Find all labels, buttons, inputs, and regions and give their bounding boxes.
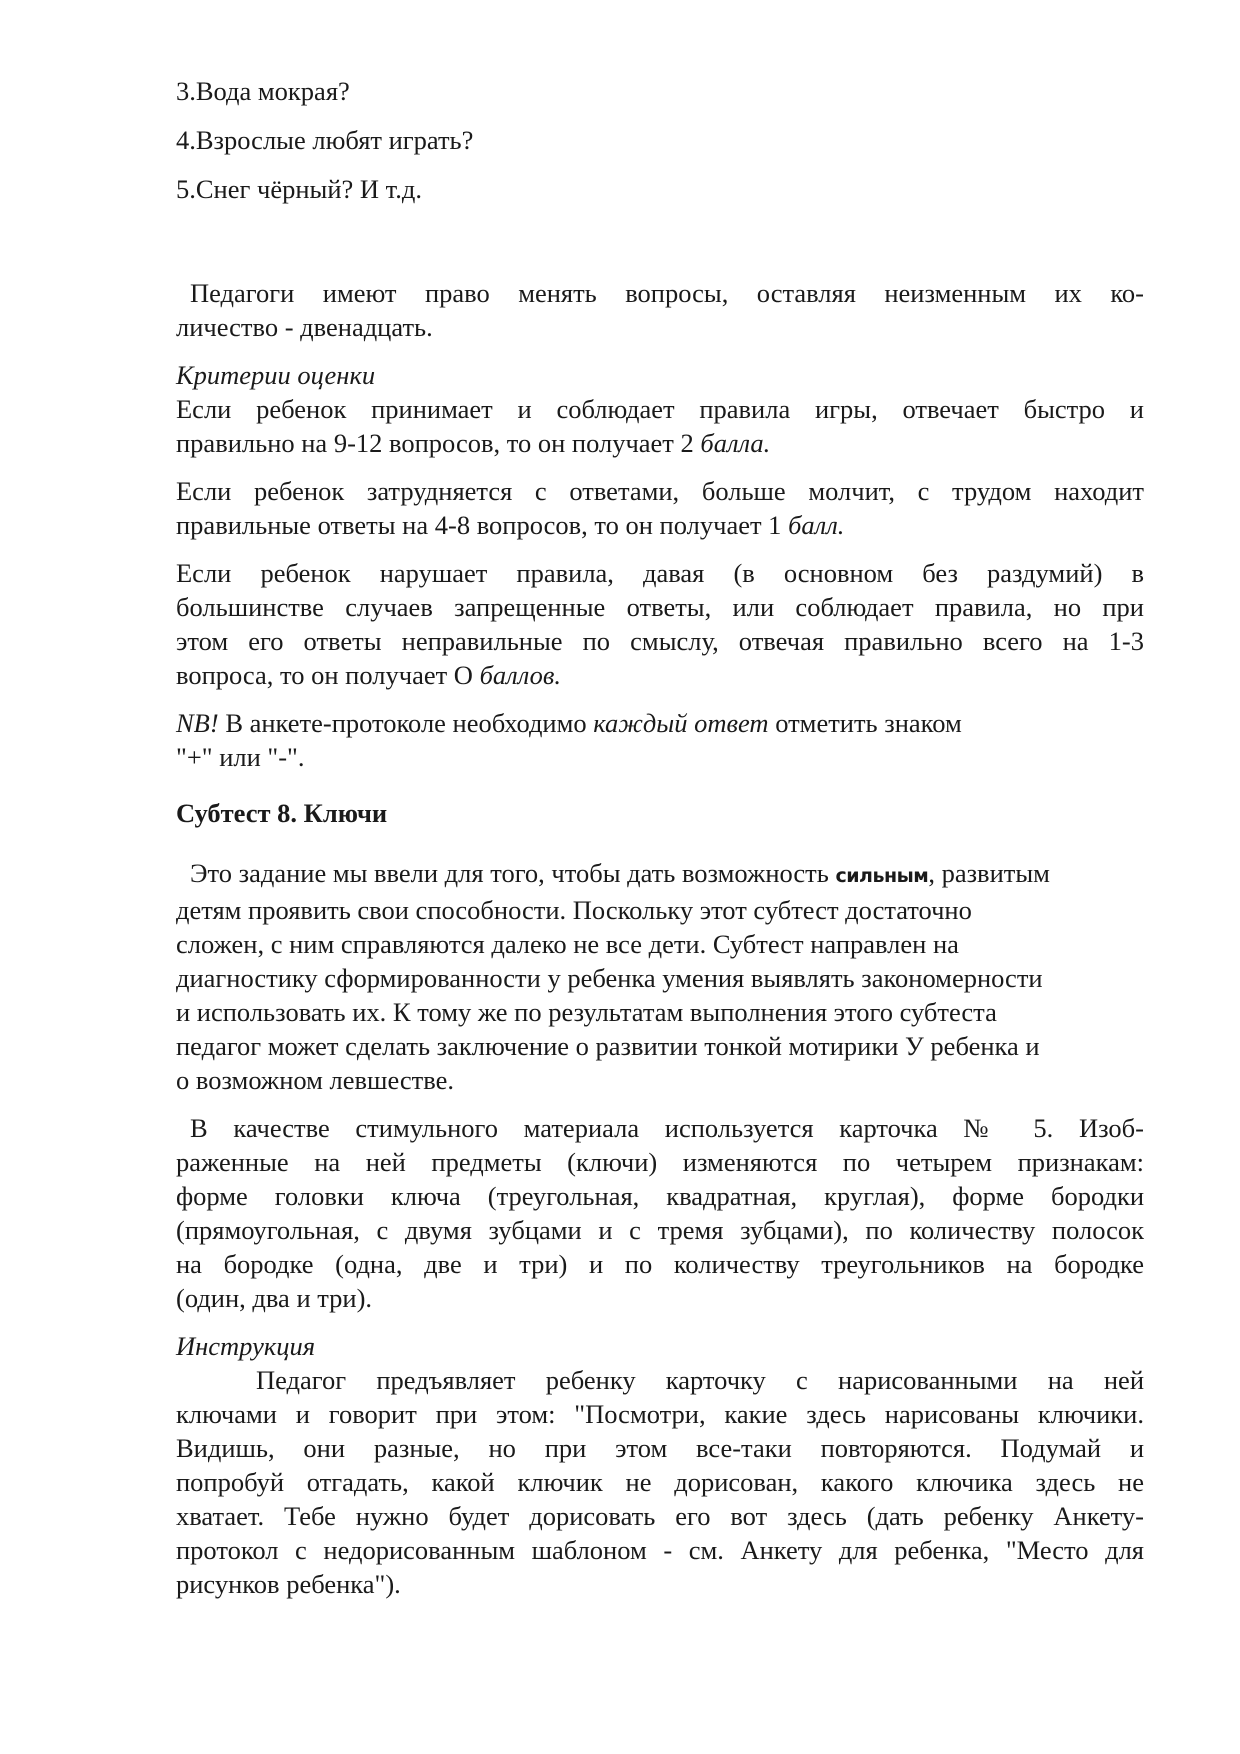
text-fragment: отметить знаком <box>768 708 962 738</box>
paragraph-rights <box>176 276 1144 344</box>
list-item: 4.Взрослые любят играть? <box>176 125 474 155</box>
text-line: форме головки ключа (треугольная, квадратная, круглая), форме бородки <box>176 1181 1144 1211</box>
criteria-heading: Критерии оценки <box>176 360 376 390</box>
text-line: хватает. Тебе нужно будет дорисовать его вот здесь (дать ребенку Анкету- <box>176 1501 1144 1531</box>
text-fragment: В анкете-протоколе необходимо <box>218 708 594 738</box>
text-fragment: вопроса, то он получает О <box>176 660 480 690</box>
document-page <box>176 74 1144 1601</box>
text-line: Если ребенок затрудняется с ответами, больше молчит, с трудом находит <box>176 476 1144 506</box>
text-line: детям проявить свои способности. Поскольку этот субтест достаточно <box>176 895 972 925</box>
italic-fragment: балла. <box>700 428 771 458</box>
text-line: Педагоги имеют право менять вопросы, оставляя неизменным их ко- <box>190 278 1144 308</box>
nb-label: NB! <box>176 708 219 738</box>
text-line: большинстве случаев запрещенные ответы, или соблюдает правила, но при <box>176 592 1144 622</box>
text-line: попробуй отгадать, какой ключик не дорисован, какого ключика здесь не <box>176 1467 1144 1497</box>
text-line: личество - двенадцать. <box>176 312 433 342</box>
text-line: педагог может сделать заключение о развитии тонкой мотирики У ребенка и <box>176 1031 1040 1061</box>
italic-fragment: балл. <box>788 510 845 540</box>
paragraph-stimulus <box>176 1111 1144 1315</box>
text-line: Педагог предъявляет ребенку карточку с нарисованными на ней <box>256 1365 1144 1395</box>
text-line <box>176 856 1144 893</box>
criterion-2-points <box>176 392 1144 460</box>
text-line: рисунков ребенка"). <box>176 1569 401 1599</box>
text-line: Если ребенок принимает и соблюдает правила игры, отвечает быстро и <box>176 394 1144 424</box>
text-line: диагностику сформированности у ребенка умения выявлять закономерности <box>176 963 1043 993</box>
text-line <box>176 426 1144 460</box>
list-item: 3.Вода мокрая? <box>176 76 350 106</box>
text-line: ключами и говорит при этом: "Посмотри, какие здесь нарисованы ключики. <box>176 1399 1144 1429</box>
text-line: "+" или "-". <box>176 742 305 772</box>
list-item: 5.Снег чёрный? И т.д. <box>176 174 422 204</box>
text-line: Видишь, они разные, но при этом все-таки повторяются. Подумай и <box>176 1433 1144 1463</box>
instruction-heading: Инструкция <box>176 1331 316 1361</box>
emphasized-word: сильным <box>835 865 929 887</box>
italic-fragment: каждый ответ <box>593 708 769 738</box>
text-line: и использовать их. К тому же по результатам выполнения этого субтеста <box>176 997 997 1027</box>
text-line: Если ребенок нарушает правила, давая (в основном без раздумий) в <box>176 558 1144 588</box>
text-line: (прямоугольная, с двумя зубцами и с тремя зубцами), по количеству полосок <box>176 1215 1144 1245</box>
text-line <box>176 706 1144 740</box>
italic-fragment: баллов. <box>479 660 561 690</box>
text-line: (один, два и три). <box>176 1283 373 1313</box>
text-fragment: , развитым <box>928 858 1050 888</box>
text-line: раженные на ней предметы (ключи) изменяются по четырем признакам: <box>176 1147 1144 1177</box>
text-line: этом его ответы неправильные по смыслу, отвечая правильно всего на 1-3 <box>176 626 1144 656</box>
text-line: В качестве стимульного материала используется карточка № 5. Изоб- <box>190 1113 1144 1143</box>
text-fragment: правильно на 9-12 вопросов, то он получает 2 <box>176 428 701 458</box>
nb-note <box>176 706 1144 774</box>
text-fragment: Это задание мы ввели для того, чтобы дать возможность <box>190 858 836 888</box>
paragraph-intro <box>176 856 1144 1097</box>
text-line: протокол с недорисованным шаблоном - см. Анкету для ребенка, "Место для <box>176 1535 1144 1565</box>
paragraph-instruction <box>176 1363 1144 1601</box>
question-list <box>176 74 1144 206</box>
text-fragment: правильные ответы на 4-8 вопросов, то он получает 1 <box>176 510 789 540</box>
text-line: о возможном левшестве. <box>176 1065 454 1095</box>
text-line <box>176 658 1144 692</box>
text-line: сложен, с ним справляются далеко не все дети. Субтест направлен на <box>176 929 959 959</box>
criterion-1-point <box>176 474 1144 542</box>
text-line <box>176 508 1144 542</box>
text-line: на бородке (одна, две и три) и по количеству треугольников на бородке <box>176 1249 1144 1279</box>
criterion-0-points <box>176 556 1144 692</box>
subtest-heading: Субтест 8. Ключи <box>176 798 388 828</box>
